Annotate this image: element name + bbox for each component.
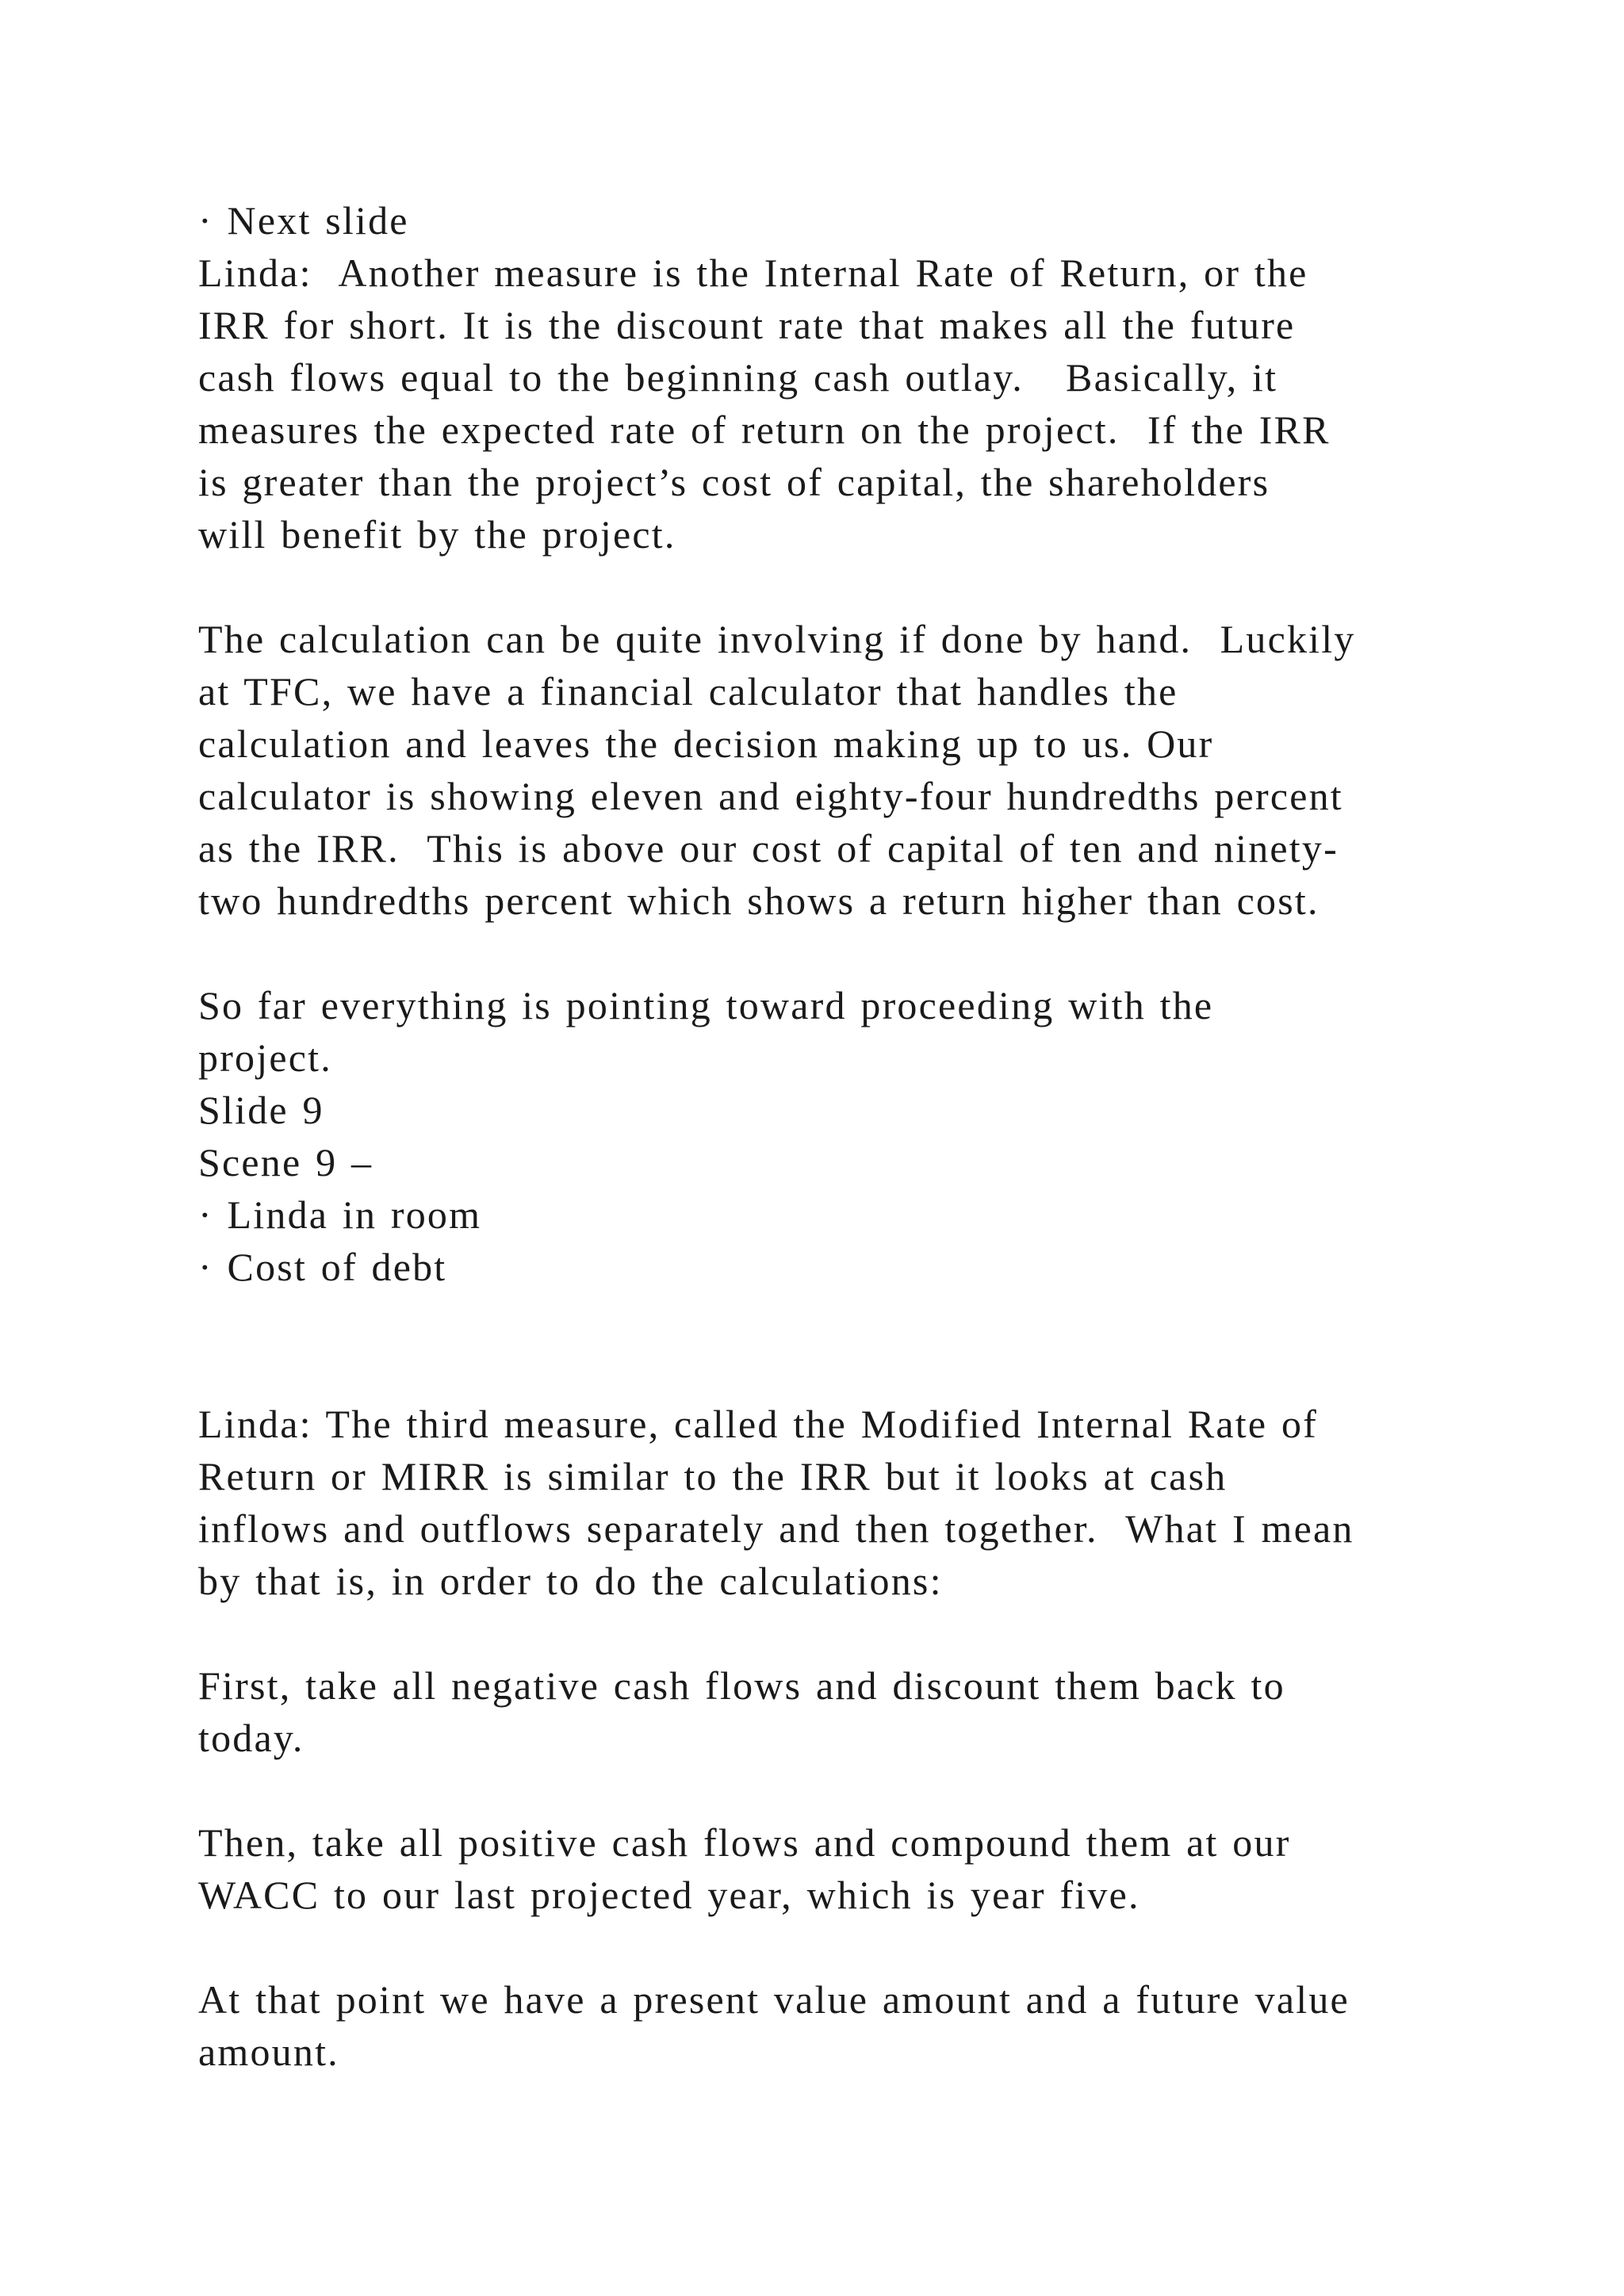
text-line: So far everything is pointing toward proceeding with the <box>198 983 1214 1027</box>
text-line: measures the expected rate of return on the project. If the IRR <box>198 408 1331 452</box>
blank-line <box>198 1345 1451 1398</box>
slide-label: Slide 9 <box>198 1088 324 1132</box>
bullet-next-slide: · Next slide <box>198 198 409 243</box>
text-line: At that point we have a present value amount and a future value <box>198 1977 1350 2022</box>
text-line: cash flows equal to the beginning cash outlay. Basically, it <box>198 355 1278 400</box>
text-line: two hundredths percent which shows a return higher than cost. <box>198 878 1320 923</box>
text-line: amount. <box>198 2030 339 2074</box>
blank-line <box>198 927 1451 979</box>
text-line: First, take all negative cash flows and discount them back to <box>198 1663 1285 1708</box>
text-line: at TFC, we have a financial calculator that handles the <box>198 669 1178 714</box>
scene-label: Scene 9 – <box>198 1140 373 1184</box>
text-line: calculation and leaves the decision making up to us. Our <box>198 721 1214 766</box>
text-line: inflows and outflows separately and then together. What I mean <box>198 1506 1354 1551</box>
blank-line <box>198 561 1451 613</box>
text-line: is greater than the project’s cost of capital, the shareholders <box>198 460 1270 504</box>
blank-line <box>198 1921 1451 1973</box>
text-line: The calculation can be quite involving if done by hand. Luckily <box>198 617 1356 661</box>
blank-line <box>198 1293 1451 1345</box>
text-line: project. <box>198 1035 332 1080</box>
bullet-linda-in-room: · Linda in room <box>198 1192 482 1237</box>
text-line: today. <box>198 1716 304 1760</box>
document-body <box>198 194 1451 2078</box>
text-line: by that is, in order to do the calculations: <box>198 1559 943 1603</box>
blank-line <box>198 1764 1451 1816</box>
text-line: Then, take all positive cash flows and compound them at our <box>198 1820 1291 1865</box>
bullet-cost-of-debt: · Cost of debt <box>198 1245 447 1289</box>
text-line: as the IRR. This is above our cost of capital of ten and ninety- <box>198 826 1339 871</box>
text-line: IRR for short. It is the discount rate that makes all the future <box>198 303 1296 347</box>
text-line: WACC to our last projected year, which is year five. <box>198 1873 1140 1917</box>
blank-line <box>198 1607 1451 1659</box>
text-line: Linda: Another measure is the Internal Rate of Return, or the <box>198 251 1308 295</box>
text-line: Return or MIRR is similar to the IRR but it looks at cash <box>198 1454 1228 1498</box>
text-line: Linda: The third measure, called the Modified Internal Rate of <box>198 1402 1319 1446</box>
text-line: calculator is showing eleven and eighty-four hundredths percent <box>198 774 1343 818</box>
text-line: will benefit by the project. <box>198 512 676 557</box>
